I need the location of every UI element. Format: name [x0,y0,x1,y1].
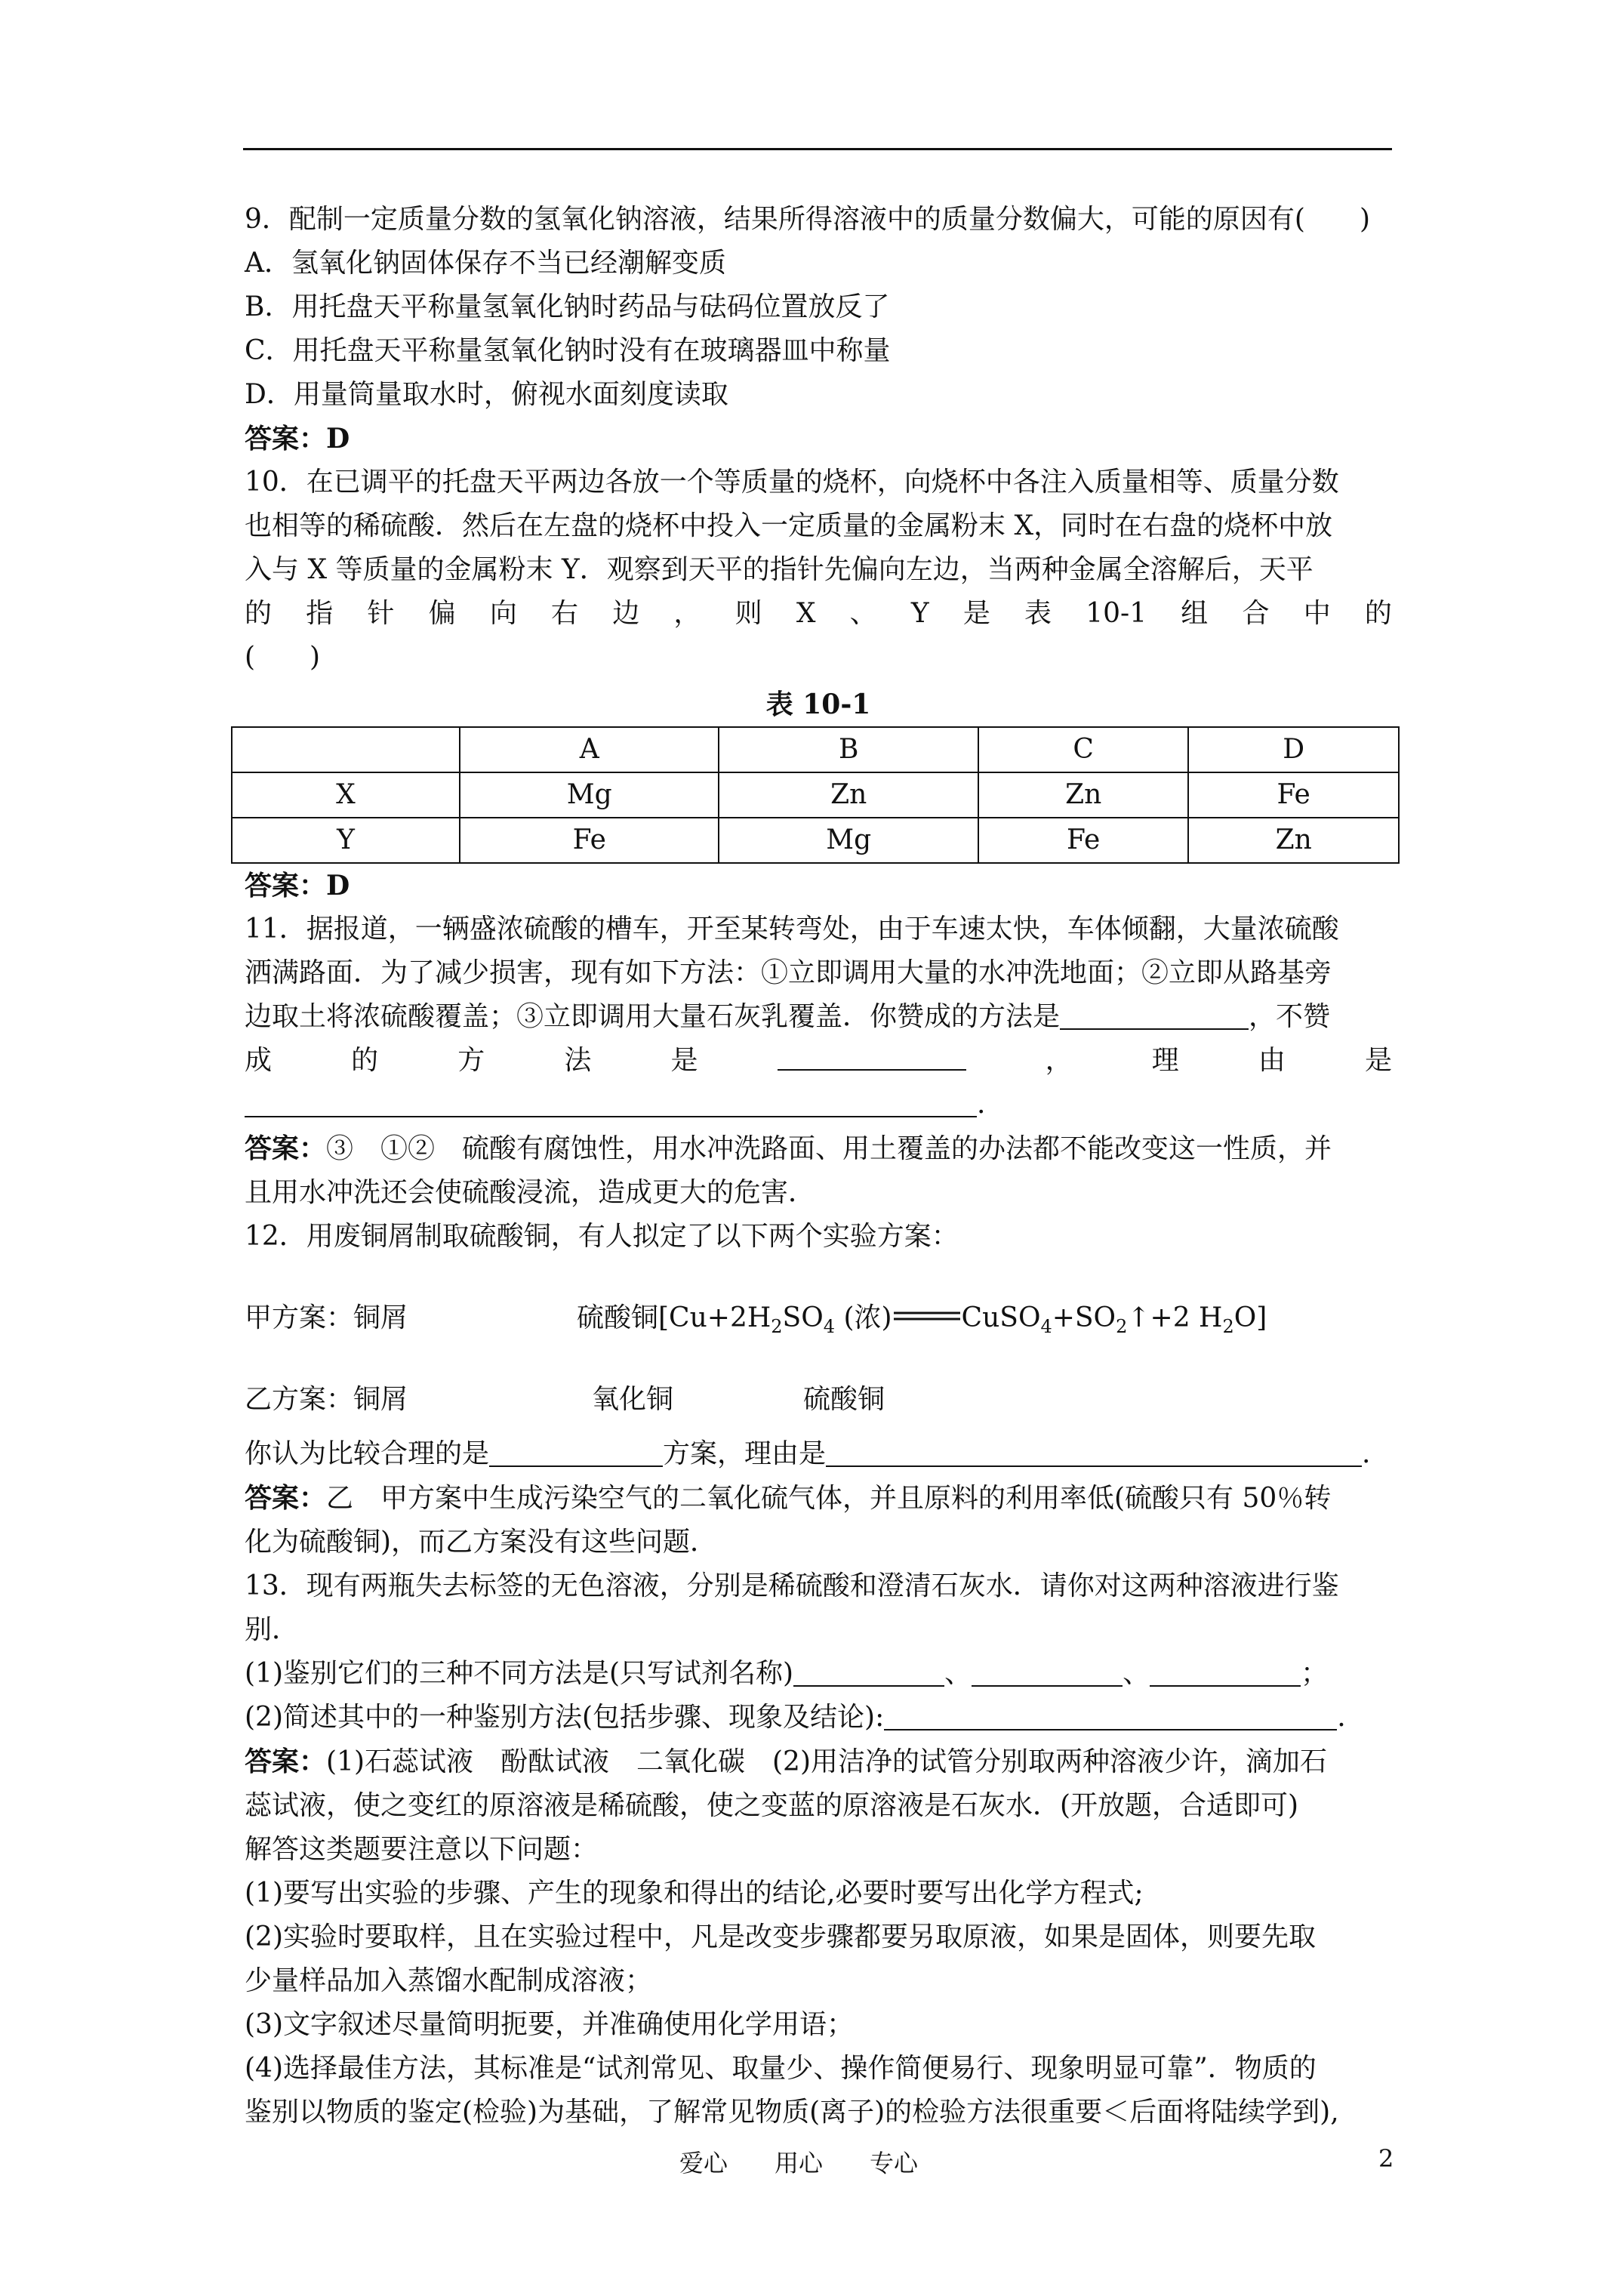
note-line: (3)文字叙述尽量简明扼要，并准确使用化学用语； [245,2009,854,2040]
word: 是 [1364,1045,1392,1076]
q13-sub-1 [245,1652,1392,1696]
q10-line-1: 10．在已调平的托盘天平两边各放一个等质量的烧杯，向烧杯中各注入质量相等、质量分数 [245,467,1339,498]
eq-sub: 4 [1040,1316,1052,1338]
eq-sub: 4 [823,1316,835,1338]
word: 方 [457,1045,485,1076]
table-caption: 表 10-1 [765,689,871,720]
q11-line-5 [245,1083,1392,1126]
q12-answer [245,1476,1392,1521]
page-number: 2 [1378,2144,1394,2173]
scheme-label: 甲方案：铜屑 [245,1302,408,1333]
q11-text: ，不赞 [1249,1001,1331,1032]
word: 法 [564,1045,592,1076]
q9-option-c: C．用托盘天平称量氢氧化钠时没有在玻璃器皿中称量 [245,335,891,366]
table-row [232,772,1399,818]
q9-answer: 答案：D [245,423,350,455]
q11-text: . [977,1089,986,1120]
equation [577,1296,1267,1340]
note-line: (4)选择最佳方法，其标准是“试剂常见、取量少、操作简便易行、现象明显可靠”．物质的 [245,2053,1317,2084]
note-line: 鉴别以物质的鉴定(检验)为基础，了解常见物质(离子)的检验方法很重要＜后面将陆续学到), [245,2097,1339,2128]
q10-line-2: 也相等的稀硫酸．然后在左盘的烧杯中投入一定质量的金属粉末 X，同时在右盘的烧杯中放 [245,510,1333,541]
eq-part: +SO [1052,1302,1116,1333]
table-cell: X [232,772,460,818]
word: 指 [306,598,334,629]
word: 的 [245,598,273,629]
word: 是 [670,1045,698,1076]
answer-blank[interactable] [1060,998,1249,1030]
q13-text: 、 [1123,1658,1150,1689]
scheme-yi [245,1378,1392,1422]
word: 右 [551,598,579,629]
answer-text: ③ ①② 硫酸有腐蚀性，用水冲洗路面、用土覆盖的办法都不能改变这一性质，并 [326,1133,1332,1164]
word: ， [1045,1045,1073,1076]
q10-line-3: 入与 X 等质量的金属粉末 Y．观察到天平的指针先偏向左边，当两种金属全溶解后，天平 [245,554,1313,585]
word: 、 [849,598,877,629]
table-row [232,727,1399,772]
q11-answer-2: 且用水冲洗还会使硫酸浸流，造成更大的危害． [245,1177,816,1208]
q13-line-1: 13．现有两瓶失去标签的无色溶液，分别是稀硫酸和澄清石灰水．请你对这两种溶液进行鉴 [245,1570,1339,1601]
table-cell: Zn [978,772,1189,818]
note-line: 少量样品加入蒸馏水配制成溶液； [245,1965,653,1996]
word: 偏 [428,598,456,629]
q9-option-b: B．用托盘天平称量氢氧化钠时药品与砝码位置放反了 [245,291,890,322]
table-cell: B [719,727,978,772]
answer-text: (1)石蕊试液 酚酞试液 二氧化碳 (2)用洁净的试管分别取两种溶液少许，滴加石 [326,1746,1328,1777]
table-cell: Mg [460,772,719,818]
answer-blank[interactable] [826,1435,1362,1467]
eq-part: 硫酸铜[Cu+2H [577,1302,771,1333]
q13-answer [245,1740,1392,1784]
q12-text: . [1362,1438,1371,1469]
question-9 [245,198,1392,461]
eq-part: O] [1233,1302,1267,1333]
table-cell: A [460,727,719,772]
word: 10-1 [1086,598,1147,629]
word: 的 [351,1045,379,1076]
q11-answer [245,1126,1392,1171]
word: 组 [1181,598,1209,629]
answer-blank[interactable] [245,1086,977,1117]
table-cell: Zn [1188,818,1399,863]
word: 针 [367,598,395,629]
metal-table [231,726,1400,864]
table-cell: Y [232,818,460,863]
q12-answer-2: 化为硫酸铜)，而乙方案没有这些问题． [245,1527,718,1558]
word: 是 [962,598,990,629]
q13-text: (2)简述其中的一种鉴别方法(包括步骤、现象及结论): [245,1702,885,1733]
table-cell: Fe [978,818,1189,863]
q13-line-2: 别． [245,1614,300,1645]
header-rule [243,148,1392,150]
q11-text: 边取土将浓硫酸覆盖；③立即调用大量石灰乳覆盖．你赞成的方法是 [245,1001,1061,1032]
eq-part: ↑+2 H [1127,1302,1223,1333]
question-10 [245,461,1392,908]
q10-paren: ( ) [245,642,321,673]
question-11 [245,908,1392,1215]
eq-part: SO [782,1302,824,1333]
eq-sub: 2 [1222,1316,1234,1338]
footer-item: 爱心 [679,2149,728,2177]
q13-text: ； [1301,1658,1329,1689]
word: 则 [735,598,762,629]
table-cell: C [978,727,1189,772]
table-cell: Fe [460,818,719,863]
answer-label: 答案： [245,1746,327,1777]
word: 由 [1258,1045,1286,1076]
note-line: (2)实验时要取样，且在实验过程中，凡是改变步骤都要另取原液，如果是固体，则要先取 [245,1922,1316,1952]
table-cell: Zn [719,772,978,818]
word: 中 [1303,598,1331,629]
content [245,198,1392,2134]
word: 表 [1024,598,1052,629]
q12-question [245,1432,1392,1476]
eq-part: (浓) [835,1302,892,1333]
answer-blank[interactable] [778,1039,966,1071]
word: 向 [489,598,517,629]
word: 边 [612,598,640,629]
table-cell [232,727,460,772]
word: 的 [1364,598,1392,629]
footer-item: 专心 [870,2149,919,2177]
q11-line-4 [245,1039,1392,1083]
q13-text: . [1337,1702,1346,1733]
eq-sub: 2 [1116,1316,1128,1338]
table-cell: Fe [1188,772,1399,818]
scheme-label: 乙方案：铜屑 [245,1384,408,1415]
table-cell: Mg [719,818,978,863]
eq-sub: 2 [771,1316,783,1338]
answer-text: 乙 甲方案中生成污染空气的二氧化硫气体，并且原料的利用率低(硫酸只有 50％转 [326,1483,1332,1514]
q10-line-4 [245,592,1392,636]
q13-answer-2: 蕊试液，使之变红的原溶液是稀硫酸，使之变蓝的原溶液是石灰水．(开放题，合适即可) [245,1790,1299,1821]
table-cell: D [1188,727,1399,772]
word: 理 [1151,1045,1179,1076]
q9-option-d: D．用量筒量取水时，俯视水面刻度读取 [245,379,728,410]
scheme-jia [245,1296,1392,1340]
equals-bar-icon [892,1308,962,1324]
notes [245,1828,1392,2134]
q9-option-a: A．氢氧化钠固体保存不当已经潮解变质 [245,248,726,279]
word: ， [673,598,701,629]
q9-stem: 9．配制一定质量分数的氢氧化钠溶液，结果所得溶液中的质量分数偏大，可能的原因有( ) [245,204,1370,235]
word: 合 [1242,598,1270,629]
q12-text: 你认为比较合理的是 [245,1438,490,1469]
answer-blank[interactable] [489,1435,663,1467]
footer-motto [679,2144,965,2179]
answer-blank[interactable] [884,1699,1337,1730]
note-line: 解答这类题要注意以下问题： [245,1834,599,1865]
q13-sub-2 [245,1696,1392,1740]
word: 成 [245,1045,273,1076]
question-12 [245,1215,1392,1564]
table-row [232,818,1399,863]
q12-text: 方案，理由是 [663,1438,827,1469]
question-13 [245,1564,1392,1828]
footer-item: 用心 [775,2149,824,2177]
scheme-step: 氧化铜 [592,1384,674,1415]
answer-label: 答案： [245,1133,327,1164]
word: X [796,598,816,629]
q11-line-2: 洒满路面．为了减少损害，现有如下方法：①立即调用大量的水冲洗地面；②立即从路基旁 [245,957,1332,988]
q12-stem: 12．用废铜屑制取硫酸铜，有人拟定了以下两个实验方案： [245,1221,959,1252]
answer-blank[interactable] [793,1655,944,1687]
q13-text: (1)鉴别它们的三种不同方法是(只写试剂名称) [245,1658,794,1689]
answer-blank[interactable] [972,1655,1123,1687]
q10-answer: 答案：D [245,870,350,901]
word: Y [910,598,929,629]
q13-text: 、 [944,1658,972,1689]
answer-blank[interactable] [1150,1655,1301,1687]
q11-line-1: 11．据报道，一辆盛浓硫酸的槽车，开至某转弯处，由于车速太快，车体倾翻，大量浓硫酸 [245,914,1339,945]
scheme-step: 硫酸铜 [803,1384,885,1415]
q11-line-3 [245,995,1392,1039]
eq-part: CuSO [961,1302,1041,1333]
note-line: (1)要写出实验的步骤、产生的现象和得出的结论,必要时要写出化学方程式; [245,1878,1144,1909]
answer-label: 答案： [245,1482,327,1514]
